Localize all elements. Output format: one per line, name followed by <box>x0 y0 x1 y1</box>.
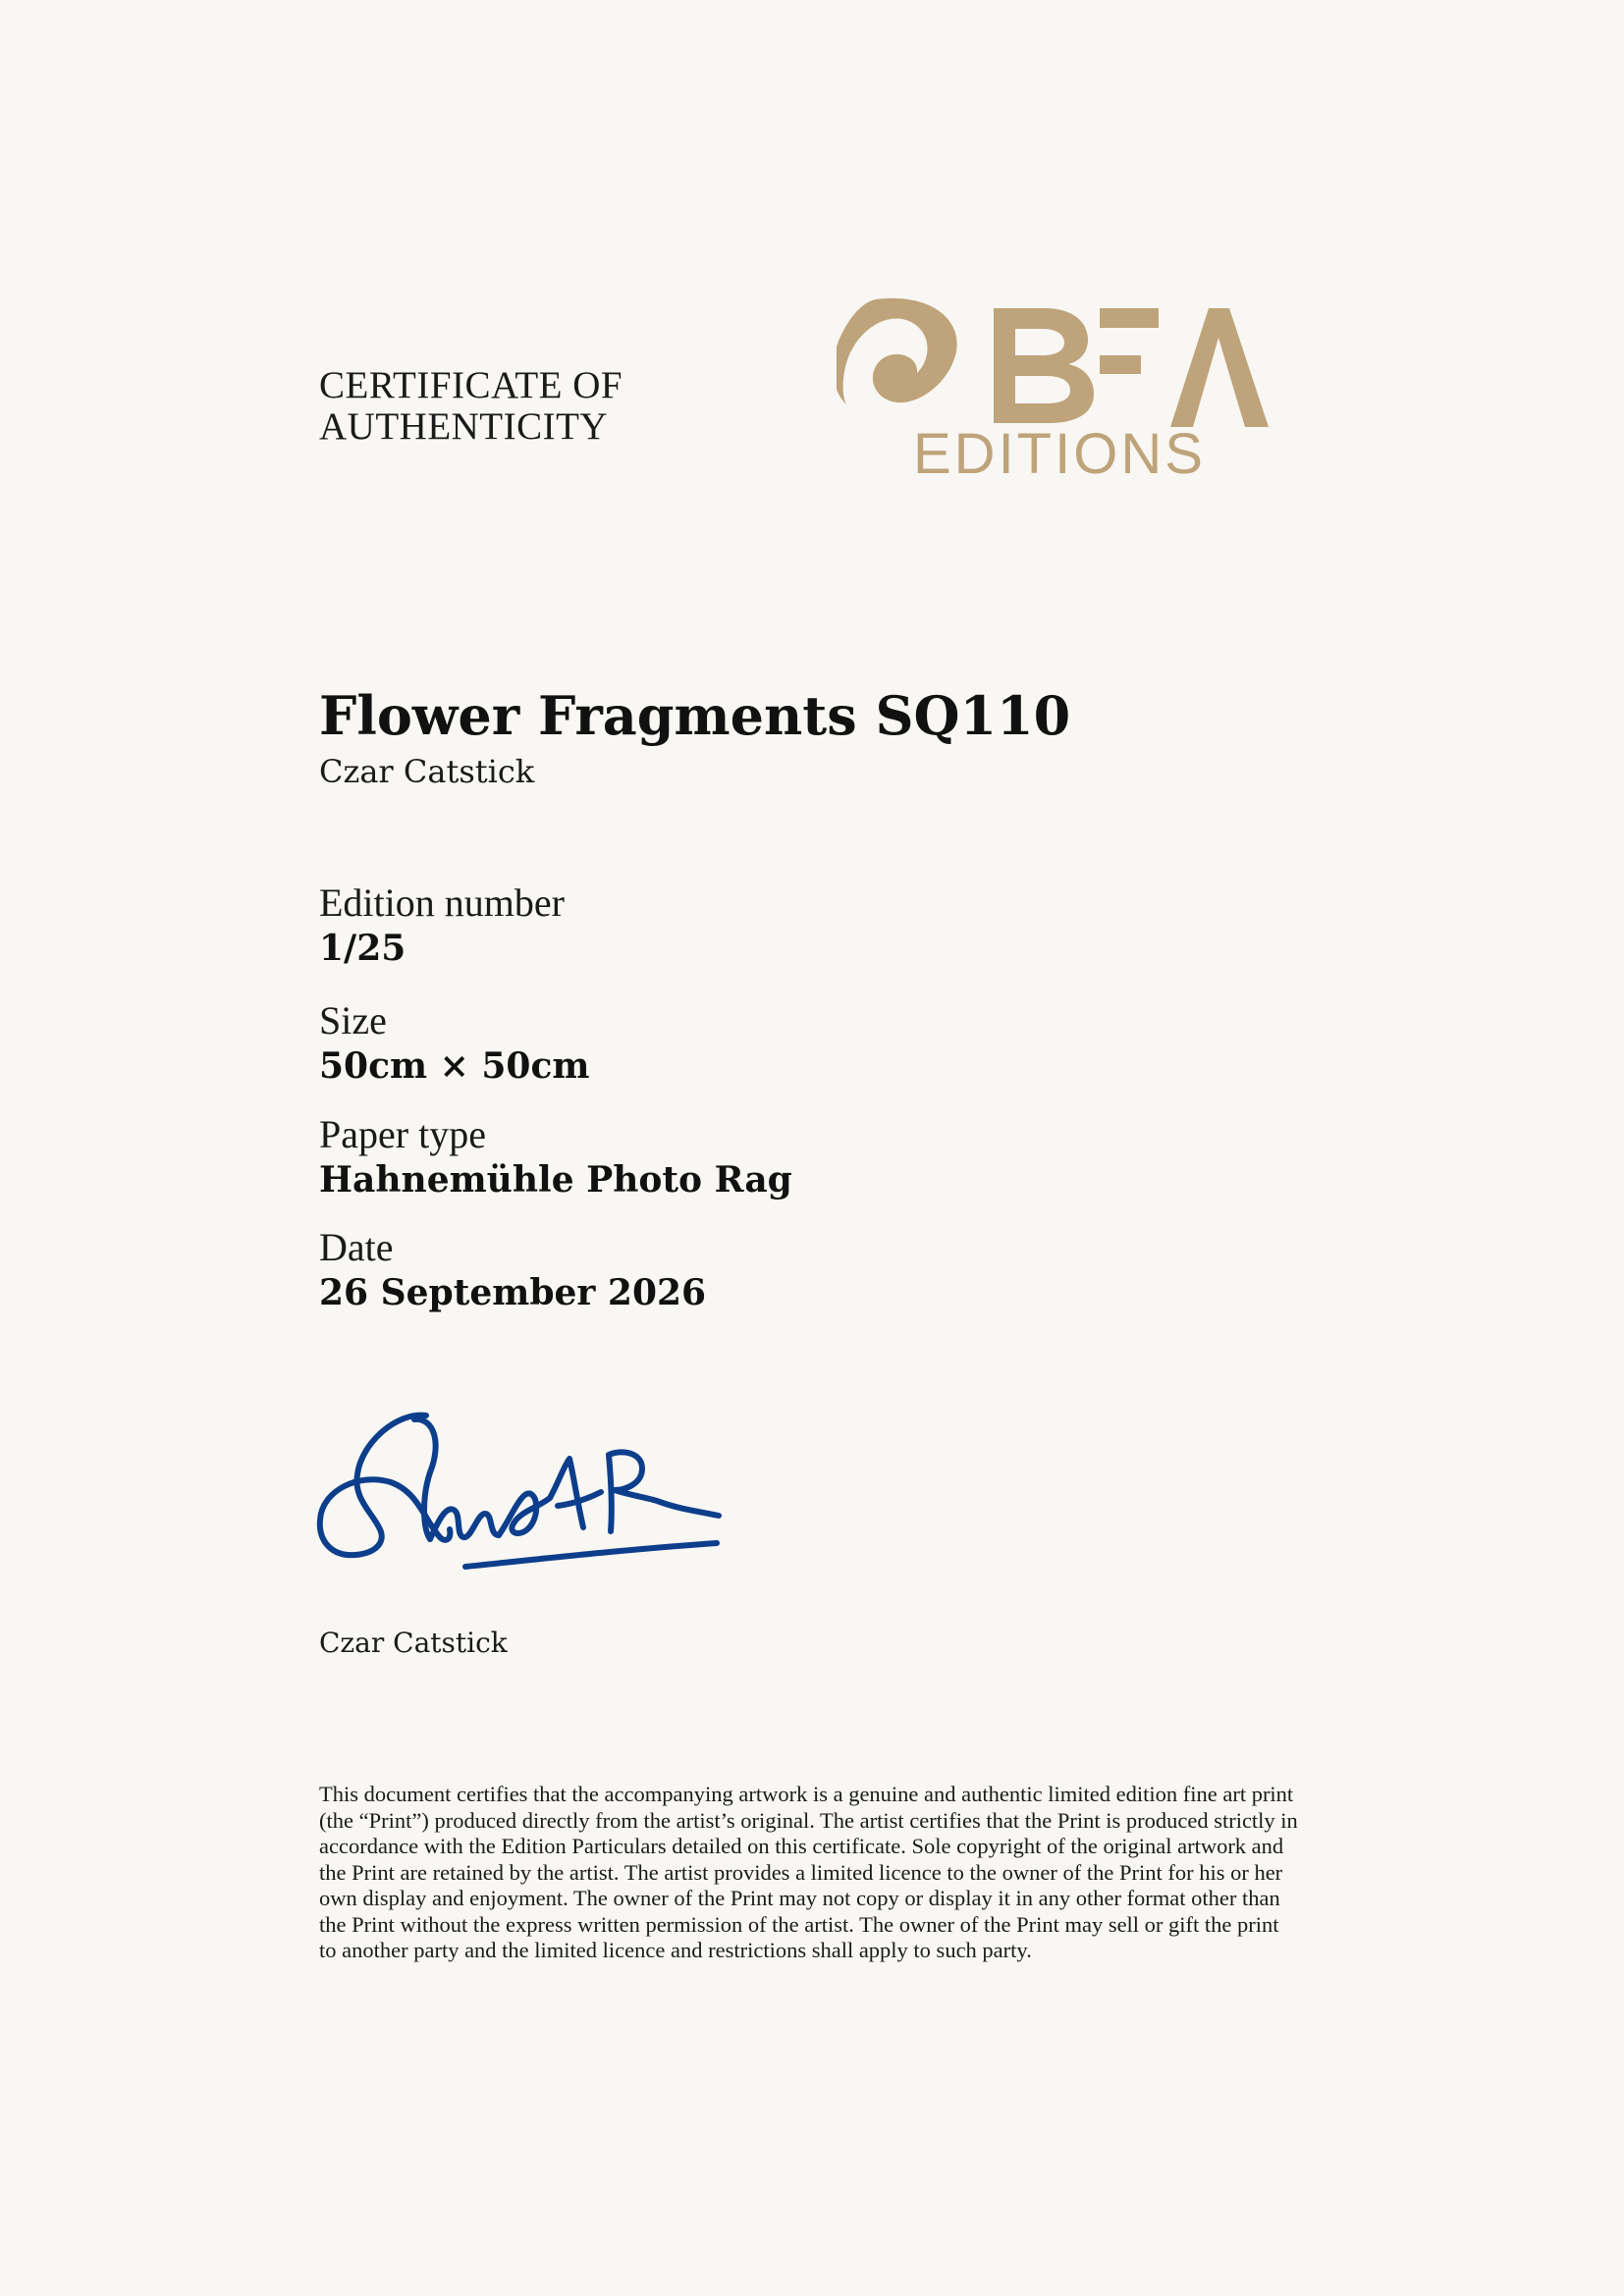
date-field <box>319 1226 706 1316</box>
field-label: Edition number <box>319 881 565 925</box>
size-field <box>319 999 589 1090</box>
logo-subtitle: EDITIONS <box>913 422 1206 486</box>
field-value: Hahnemühle Photo Rag <box>319 1159 792 1201</box>
eye-swirl-logo-icon <box>837 298 957 404</box>
field-value: 50cm × 50cm <box>319 1045 590 1087</box>
field-value: 1/25 <box>319 928 406 969</box>
field-label: Paper type <box>319 1112 486 1156</box>
certificate-heading <box>319 365 623 448</box>
handwritten-signature <box>316 1404 778 1575</box>
paper-type-field <box>319 1113 792 1203</box>
edition-number-field <box>319 881 565 972</box>
field-label: Date <box>319 1225 394 1269</box>
artist-name: Czar Catstick <box>319 753 535 790</box>
certificate-heading-line2: AUTHENTICITY <box>319 405 609 448</box>
legal-statement: This document certifies that the accompanying artwork is a genuine and authentic limited edition fine art print (the “Print”) produced directly from the artist’s original. The artist certifies that the Print is produced strictly in accordance with the Edition Particulars detailed on this certificate. Sole copyright of the original artwork and the Print are retained by the artist. The artist provides a limited licence to the owner of the Print for his or her own display and enjoyment. The owner of the Print may not copy or display it in any other format other than the Print without the express written permission of the artist. The owner of the Print may sell or gift the print to another party and the limited licence and restrictions shall apply to such party. <box>319 1782 1298 1962</box>
bfa-editions-logo <box>837 294 1269 491</box>
field-value: 26 September 2026 <box>319 1272 707 1313</box>
certificate-heading-line1: CERTIFICATE OF <box>319 364 623 406</box>
signer-name: Czar Catstick <box>319 1627 508 1659</box>
artwork-title: Flower Fragments SQ110 <box>319 684 1071 747</box>
field-label: Size <box>319 998 387 1042</box>
